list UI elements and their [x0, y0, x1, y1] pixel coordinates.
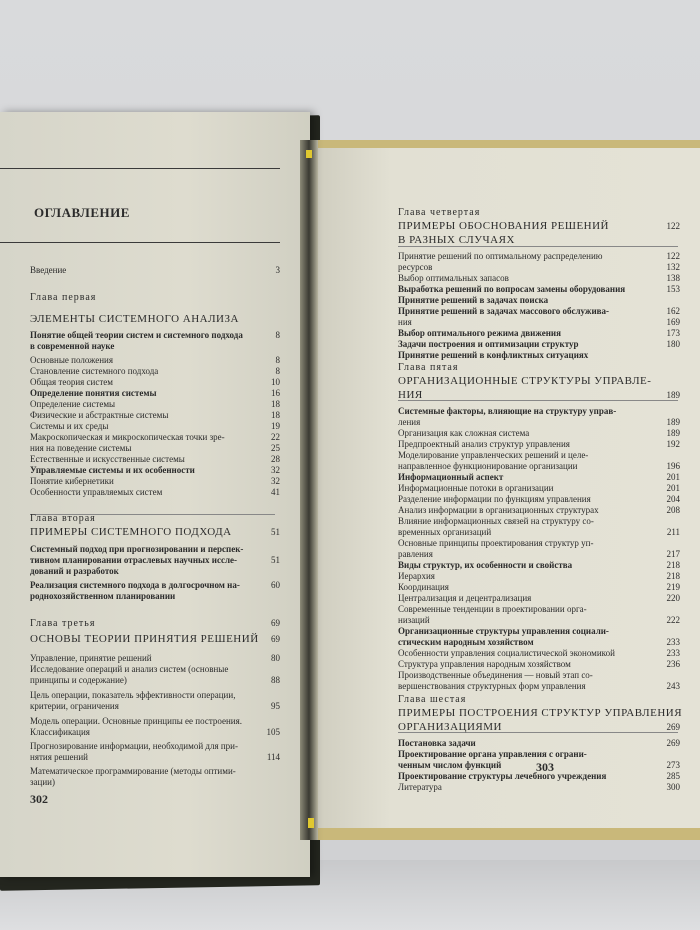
right-rule-1 [398, 246, 678, 247]
toc-entry: роднохозяйственном планировании [30, 591, 176, 601]
toc-page-number: 233 [666, 648, 680, 658]
toc-entry: Принятие решений в конфликтных ситуациях [398, 350, 589, 360]
toc-entry: Предпроектный анализ структур управления [398, 439, 570, 449]
toc-entry: Разделение информации по функциям управления [398, 494, 591, 504]
toc-entry: Проектирование структуры лечебного учреждения [398, 771, 607, 781]
toc-page-number: 122 [666, 221, 680, 231]
toc-page-number: 218 [666, 571, 680, 581]
toc-entry: зации) [30, 777, 55, 787]
toc-entry: Информационный аспект [398, 472, 504, 482]
toc-entry: Понятие общей теории систем и системного подхода [30, 330, 243, 340]
toc-entry: тивном планировании отраслевых научных иссле- [30, 555, 237, 565]
left-page-number: 302 [30, 792, 48, 806]
toc-entry: Системные факторы, влияющие на структуру управ- [398, 406, 617, 416]
toc-entry: низаций [398, 615, 430, 625]
toc-page-number: 285 [666, 771, 680, 781]
toc-entry: Определение системы [30, 399, 116, 409]
toc-page-number: 8 [275, 330, 280, 340]
toc-page-number: 18 [271, 410, 280, 420]
toc-entry: Глава шестая [398, 694, 467, 705]
toc-page-number: 269 [666, 722, 680, 732]
toc-page-number: 180 [666, 339, 680, 349]
toc-entry: Классификация [30, 727, 90, 737]
toc-page-number: 138 [666, 273, 680, 283]
toc-entry: В РАЗНЫХ СЛУЧАЯХ [398, 234, 515, 246]
toc-entry: принципы и содержание) [30, 675, 127, 685]
toc-entry: ПРИМЕРЫ ПОСТРОЕНИЯ СТРУКТУР УПРАВЛЕНИЯ [398, 707, 683, 719]
toc-entry: стическим народным хозяйством [398, 637, 534, 647]
toc-page-number: 169 [666, 317, 680, 327]
toc-page-number: 88 [271, 675, 280, 685]
toc-entry: НИЯ [398, 389, 423, 401]
tailband [308, 818, 314, 828]
toc-entry: ния на поведение системы [30, 443, 132, 453]
toc-page-number: 32 [271, 465, 280, 475]
toc-page-number: 22 [271, 432, 280, 442]
toc-page-number: 132 [666, 262, 680, 272]
toc-page-number: 300 [666, 782, 680, 792]
toc-entry: Организация как сложная система [398, 428, 530, 438]
toc-entry: Понятие кибернетики [30, 476, 114, 486]
toc-entry: Становление системного подхода [30, 366, 159, 376]
toc-entry: Введение [30, 265, 67, 275]
toc-entry: ресурсов [398, 262, 433, 272]
toc-entry: Математическое программирование (методы оптими- [30, 766, 236, 776]
toc-page-number: 218 [666, 560, 680, 570]
toc-page-number: 211 [666, 527, 680, 537]
toc-entry: Управление, принятие решений [30, 653, 152, 663]
toc-entry: Принятие решений в задачах поиска [398, 295, 549, 305]
toc-page-number: 19 [271, 421, 280, 431]
toc-entry: Управляемые системы и их особенности [30, 465, 195, 475]
toc-entry: Системный подход при прогнозировании и перспек- [30, 544, 244, 554]
toc-page-number: 114 [266, 752, 280, 762]
toc-entry: Принятие решений в задачах массового обслужива- [398, 306, 609, 316]
toc-entry: Естественные и искусственные системы [30, 454, 185, 464]
toc-entry: Структура управления народным хозяйством [398, 659, 571, 669]
toc-page-number: 105 [266, 727, 280, 737]
toc-entry: Задачи построения и оптимизации структур [398, 339, 579, 349]
toc-entry: Модель операции. Основные принципы ее построения. [30, 716, 243, 726]
toc-entry: Особенности управления социалистической экономикой [398, 648, 615, 658]
toc-page-number: 8 [275, 355, 280, 365]
toc-page-number: 236 [666, 659, 680, 669]
toc-page-number: 201 [666, 472, 680, 482]
toc-entry: дований и разработок [30, 566, 119, 576]
toc-page-number: 233 [666, 637, 680, 647]
toc-entry: временных организаций [398, 527, 492, 537]
toc-entry: Производственные объединения — новый этап со- [398, 670, 593, 680]
toc-entry: направленное функционирование организации [398, 461, 578, 471]
toc-entry: Исследование операций и анализ систем (основные [30, 664, 229, 674]
toc-page-number: 122 [666, 251, 680, 261]
toc-entry: ЭЛЕМЕНТЫ СИСТЕМНОГО АНАЛИЗА [30, 313, 239, 325]
book-spine [300, 140, 318, 840]
toc-entry: ченным числом функций [398, 760, 502, 770]
toc-page-number: 189 [666, 428, 680, 438]
toc-page-number: 51 [271, 555, 280, 565]
toc-page-number: 217 [666, 549, 680, 559]
toc-entry: Принятие решений по оптимальному распределению [398, 251, 603, 261]
headband [306, 150, 312, 158]
toc-page-number: 189 [666, 390, 680, 400]
toc-entry: вершенствования структурных форм управления [398, 681, 586, 691]
toc-entry: Цель операции, показатель эффективности операции, [30, 690, 236, 700]
toc-page-number: 3 [275, 265, 280, 275]
toc-page-number: 201 [666, 483, 680, 493]
toc-entry: равления [398, 549, 433, 559]
toc-entry: Макроскопическая и микроскопическая точки зре- [30, 432, 225, 442]
toc-entry: нятия решений [30, 752, 88, 762]
toc-page-number: 273 [666, 760, 680, 770]
toc-page-number: 16 [271, 388, 280, 398]
toc-entry: ОРГАНИЗАЦИОННЫЕ СТРУКТУРЫ УПРАВЛЕ- [398, 375, 652, 387]
toc-entry: Моделирование управленческих решений и целе- [398, 450, 589, 460]
toc-entry: Основные принципы проектирования структур уп- [398, 538, 594, 548]
toc-page-number: 80 [271, 653, 280, 663]
toc-entry: Основные положения [30, 355, 113, 365]
toc-page-number: 208 [666, 505, 680, 515]
toc-entry: ПРИМЕРЫ ОБОСНОВАНИЯ РЕШЕНИЙ [398, 220, 610, 232]
toc-entry: Проектирование органа управления с ограни- [398, 749, 587, 759]
toc-entry: Виды структур, их особенности и свойства [398, 560, 573, 570]
toc-page-number: 69 [271, 634, 280, 644]
toc-entry: ния [398, 317, 412, 327]
toc-page-number: 222 [666, 615, 680, 625]
toc-page-number: 60 [271, 580, 280, 590]
toc-entry: критерии, ограничения [30, 701, 119, 711]
heading-rule [0, 242, 280, 243]
toc-page-number: 153 [666, 284, 680, 294]
toc-entry: Глава пятая [398, 362, 459, 373]
toc-entry: Глава первая [30, 292, 97, 303]
toc-entry: ПРИМЕРЫ СИСТЕМНОГО ПОДХОДА [30, 526, 232, 538]
toc-entry: ОСНОВЫ ТЕОРИИ ПРИНЯТИЯ РЕШЕНИЙ [30, 633, 259, 645]
toc-page-number: 243 [666, 681, 680, 691]
toc-page-number: 269 [666, 738, 680, 748]
toc-entry: Выбор оптимального режима движения [398, 328, 561, 338]
toc-entry: Общая теория систем [30, 377, 113, 387]
right-rule-2 [398, 400, 678, 401]
toc-entry: Прогнозирование информации, необходимой для при- [30, 741, 238, 751]
toc-entry: Информационные потоки в организации [398, 483, 554, 493]
toc-page-number: 28 [271, 454, 280, 464]
toc-page-number: 196 [666, 461, 680, 471]
toc-entry: ОРГАНИЗАЦИЯМИ [398, 721, 502, 733]
toc-entry: ления [398, 417, 421, 427]
toc-entry: Современные тенденции в проектировании орга- [398, 604, 587, 614]
toc-page-number: 162 [666, 306, 680, 316]
toc-entry: Литература [398, 782, 442, 792]
toc-page-number: 18 [271, 399, 280, 409]
toc-page-number: 41 [271, 487, 280, 497]
toc-entry: Постановка задачи [398, 738, 476, 748]
toc-entry: Определение понятия системы [30, 388, 157, 398]
toc-entry: Выбор оптимальных запасов [398, 273, 509, 283]
toc-page-number: 173 [666, 328, 680, 338]
toc-entry: Централизация и децентрализация [398, 593, 532, 603]
toc-page-number: 32 [271, 476, 280, 486]
toc-entry: Анализ информации в организационных структурах [398, 505, 599, 515]
toc-entry: Физические и абстрактные системы [30, 410, 169, 420]
top-rule [0, 168, 280, 169]
toc-page-number: 95 [271, 701, 280, 711]
toc-entry: Особенности управляемых систем [30, 487, 163, 497]
toc-page-number: 69 [271, 618, 280, 628]
toc-page-number: 25 [271, 443, 280, 453]
toc-entry: Глава четвертая [398, 207, 481, 218]
toc-page-number: 220 [666, 593, 680, 603]
toc-entry: Иерархия [398, 571, 435, 581]
toc-entry: Глава третья [30, 618, 96, 629]
toc-entry: Глава вторая [30, 513, 96, 524]
toc-page-number: 192 [666, 439, 680, 449]
right-page-number: 303 [536, 760, 554, 774]
toc-page-number: 8 [275, 366, 280, 376]
toc-entry: Реализация системного подхода в долгосрочном на- [30, 580, 240, 590]
toc-page-number: 204 [666, 494, 680, 504]
toc-page-number: 219 [666, 582, 680, 592]
toc-page-number: 51 [271, 527, 280, 537]
toc-page-number: 10 [271, 377, 280, 387]
toc-entry: Выработка решений по вопросам замены оборудования [398, 284, 626, 294]
toc-entry: Координация [398, 582, 449, 592]
toc-entry: Системы и их среды [30, 421, 109, 431]
toc-entry: Влияние информационных связей на структуру со- [398, 516, 594, 526]
toc-entry: в современной науке [30, 341, 115, 351]
toc-heading: ОГЛАВЛЕНИЕ [34, 205, 130, 220]
toc-entry: Организационные структуры управления социали- [398, 626, 609, 636]
toc-page-number: 189 [666, 417, 680, 427]
